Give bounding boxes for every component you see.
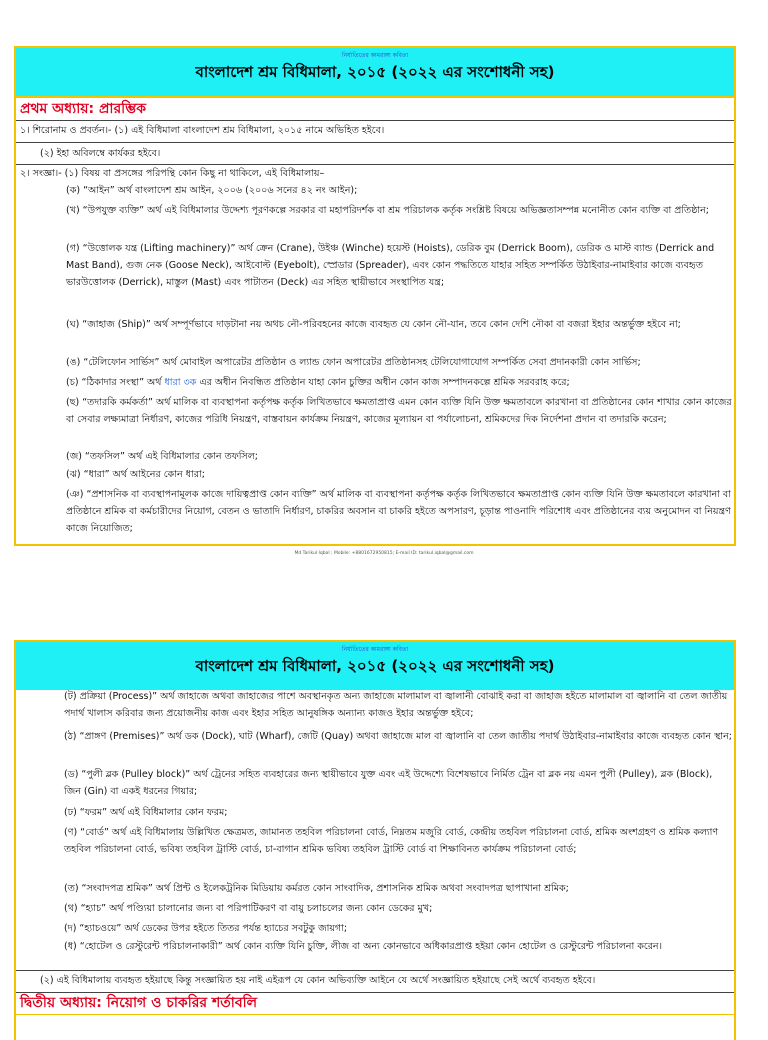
header-banner xyxy=(16,642,734,690)
definition-da: (ড) “পুলী ব্লক (Pulley block)” অর্থ ট্রেনের সহিত ব্যবহারের জন্য স্থায়ীভাবে যুক্ত এবং এই উদ্দেশ্যে বিশেষভাবে নির্মিত ট্রেন বা ব্লক নয় এমন পুলী (Pulley), ব্লক (Block), জিন (Gin) বা একই ধরনের গিয়ার; xyxy=(64,769,713,797)
divider xyxy=(16,96,734,98)
definition-dha2: (ধ) “হোটেল ও রেস্টুরেন্ট পরিচালনাকারী” অর্থ কোন ব্যক্তি যিনি চুক্তি, লীজ বা অন্য কোনভাবে অধিকারপ্রাপ্ত হইয়া কোন হোটেল ও রেস্টুরেন্ট পরিচালনা করেন। xyxy=(64,941,662,952)
row-divider xyxy=(16,120,734,121)
definition-ga: (গ) “উত্তোলক যন্ত্র (Lifting machinery)” অর্থ ক্রেন (Crane), উইঞ্চ (Winche) হয়েস্ট (Hoists), ডেরিক বুম (Derrick Boom), ডেরিক ও মাস্ট ব্যান্ড (Derrick and Mast Band), গুজ নেক (Goose Neck), আইবোল্ট (Eyebolt), স্প্রেডার (Spreader), এবং কোন পদ্ধতিতে যাহার সহিত সম্পর্কিত উঠাইবার-নামাইবার কাজে ব্যবহৃত ভারউত্তোলক (Derrick), মাস্তুল (Mast) এবং পাটাতন (Deck) এর সহিত স্থায়ীভাবে সংস্থাপিত যন্ত্র; xyxy=(66,243,715,288)
definition-ka: (ক) “আইন” অর্থ বাংলাদেশ শ্রম আইন, ২০০৬ (২০০৬ সনের ৪২ নং আইন); xyxy=(66,185,358,196)
page-footer: Md Tarikul Iqbal ; Mobile: +8801672950815; E-mail ID: tarikul.iqbal@gmail.com xyxy=(294,551,474,556)
section-2-2: (২) এই বিধিমালায় ব্যবহৃত হইয়াছে কিন্তু সংজ্ঞায়িত হয় নাই এইরূপ যে কোন অভিব্যক্তি আইনে যে অর্থে সংজ্ঞায়িত হইয়াছে সেই অর্থে ব্যবহৃত হইবে। xyxy=(40,975,596,986)
document-page-2 xyxy=(0,600,768,1024)
definition-tha: (ঠ) “প্রাঙ্গণ (Premises)” অর্থ ডক (Dock), ঘাট (Wharf), জেটি (Quay) অথবা জাহাজে মাল বা জ্বালানি বা তেল জাতীয় পদার্থ উঠাইবার-নামাইবার কাজে ব্যবহৃত কোন স্থান; xyxy=(64,731,732,742)
section-link[interactable]: ধারা ৩ক xyxy=(164,377,197,388)
row-divider xyxy=(16,1014,734,1015)
definition-cha-suffix: এর অধীন নিবন্ধিত প্রতিষ্ঠান যাহা কোন চুক্তির অধীন কোন কাজ সম্পাদনকল্পে শ্রমিক সরবরাহ করে; xyxy=(196,377,570,388)
banner-tag: নির্যাতিতের কামরাঙ্গা কবিতা xyxy=(341,646,409,653)
header-banner xyxy=(16,48,734,96)
definition-dha: (ঢ) “ফরম” অর্থ এই বিধিমালার কোন ফরম; xyxy=(64,807,228,818)
definition-na: (ণ) “বোর্ড” অর্থ এই বিধিমালায় উল্লিখিত ক্ষেত্রমত, জামানত তহবিল পরিচালনা বোর্ড, নিম্নতম মজুরি বোর্ড, কেন্দ্রীয় তহবিল পরিচালনা বোর্ড, শ্রমিক অংশগ্রহণ ও শ্রমিক কল্যাণ তহবিল পরিচালনা বোর্ড, ভবিষ্য তহবিল ট্রাস্টি বোর্ড, চা-বাগান শ্রমিক ভবিষ্য তহবিল ট্রাস্টি বোর্ড বা শিক্ষাবিনত কার্যক্রম পরিচালনা বোর্ড; xyxy=(64,827,719,855)
document-title: বাংলাদেশ শ্রম বিধিমালা, ২০১৫ (২০২২ এর সংশোধনী সহ) xyxy=(195,657,555,675)
definition-ja: (জ) “তফসিল” অর্থ এই বিধিমালার কোন তফসিল; xyxy=(66,451,258,462)
section-1-2: (২) ইহা অবিলম্বে কার্যকর হইবে। xyxy=(40,148,161,159)
definition-nya: (ঞ) “প্রশাসনিক বা ব্যবস্থাপনামূলক কাজে দায়িত্বপ্রাপ্ত কোন ব্যক্তি” অর্থ মালিক বা ব্যবস্থাপনা কর্তৃপক্ষ কর্তৃক লিখিতভাবে ক্ষমতাপ্রাপ্ত কোন ব্যক্তি যিনি উক্ত ক্ষমতাবলে কারখানা বা প্রতিষ্ঠানে শ্রমিক বা কর্মচারীদের নিয়োগ, বেতন ও ভাতাদি নির্ধারণ, চাকরির অবসান বা চাকরি হইতে অপসারণ, চূড়ান্ত পাওনাদি পরিশোধ এবং প্রতিষ্ঠানের ব্যয় অনুমোদন বা নিয়ন্ত্রণ কাজে নিয়োজিত; xyxy=(66,489,731,534)
definition-cha-prefix: (চ) “ঠিকাদার সংস্থা” অর্থ xyxy=(66,377,165,388)
definition-ta: (ট) প্রক্রিয়া (Process)” অর্থ জাহাজে অথবা জাহাজের পাশে অবস্থানকৃত অন্য জাহাজে মালামাল বা জ্বালানী বোঝাই করা বা জাহাজ হইতে মালামাল বা জ্বালানি বা তেল জাতীয় পদার্থ খালাস করিবার জন্য প্রয়োজনীয় কাজ এবং ইহার সহিত আনুষঙ্গিক অন্যান্য কাজও ইহার অন্তর্ভুক্ত হইবে; xyxy=(64,691,728,719)
definition-tha2: (থ) “হ্যাচ” অর্থ পণ্ড্যিয়া চালানোর জন্য বা পরিপাটিকরণ বা বায়ু চলাচলের জন্য কোন ডেকের মুখ; xyxy=(64,903,433,914)
definition-gha: (ঘ) “জাহাজ (Ship)” অর্থ সম্পূর্ণভাবে দাড়টানা নয় অথচ নৌ-পরিবহনের কাজে ব্যবহৃত যে কোন নৌ-যান, তবে কোন দেশি নৌকা বা বজরা ইহার অন্তর্ভুক্ত হইবে না; xyxy=(66,319,681,330)
definition-jha: (ঝ) “ধারা” অর্থ আইনের কোন ধারা; xyxy=(66,469,205,480)
row-divider xyxy=(16,970,734,971)
row-divider xyxy=(16,992,734,993)
definition-chha: (ছ) “তদারকি কর্মকর্তা” অর্থ মালিক বা ব্যবস্থাপনা কর্তৃপক্ষ কর্তৃক লিখিতভাবে ক্ষমতাপ্রাপ্ত এমন কোন ব্যক্তি যিনি উক্ত ক্ষমতাবলে কারখানা বা প্রতিষ্ঠানের কোন শাখার কোন কাজের বা সেবার লক্ষ্যমাত্রা নির্ধারণ, কাজের পরিধি নিয়ন্ত্রণ, বাস্তবায়ন কার্যক্রম নিয়ন্ত্রণ, কাজের মূল্যায়ন বা পর্যালোচনা, শ্রমিকদের দিক নির্দেশনা প্রদান বা তদারকি করেন; xyxy=(66,397,732,425)
chapter-heading: দ্বিতীয় অধ্যায়: নিয়োগ ও চাকরির শর্তাবলি xyxy=(20,995,258,1011)
section-1: ১। শিরোনাম ও প্রবর্তন।- (১) এই বিধিমালা বাংলাদেশ শ্রম বিধিমালা, ২০১৫ নামে অভিহিত হইবে। xyxy=(20,125,385,136)
definition-ta2: (ত) “সংবাদপত্র শ্রমিক” অর্থ প্রিন্ট ও ইলেকট্রনিক মিডিয়ায় কর্মরত কোন সাংবাদিক, প্রশাসনিক শ্রমিক অথবা সংবাদপত্র ছাপাখানা শ্রমিক; xyxy=(64,883,569,894)
row-divider xyxy=(16,142,734,143)
definition-da2: (দ) “হ্যাচওয়ে” অর্থ ডেকের উপর হইতে তিতর পর্যন্ত হ্যাচের সবটুকু জায়গা; xyxy=(64,923,348,934)
definition-kha: (খ) “উপযুক্ত ব্যক্তি” অর্থ এই বিধিমালার উদ্দেশ্য পূরণকল্পে সরকার বা মহাপরিদর্শক বা শ্রম পরিচালক কর্তৃক সংশ্লিষ্ট বিষয়ে অভিজ্ঞতাসম্পন্ন মনোনীত কোন ব্যক্তি বা প্রতিষ্ঠান; xyxy=(66,205,710,216)
definition-cha xyxy=(66,374,732,391)
banner-tag: নির্যাতিতের কামরাঙ্গা কবিতা xyxy=(341,52,409,59)
document-title: বাংলাদেশ শ্রম বিধিমালা, ২০১৫ (২০২২ এর সংশোধনী সহ) xyxy=(195,63,555,81)
section-2: ২। সংজ্ঞা।- (১) বিষয় বা প্রসঙ্গের পরিপন্থি কোন কিছু না থাকিলে, এই বিধিমালায়– xyxy=(20,168,325,179)
chapter-heading: প্রথম অধ্যায়: প্রারম্ভিক xyxy=(20,101,147,117)
definition-nga: (ঙ) “টেলিফোন সার্ভিস” অর্থ মোবাইল অপারেটর প্রতিষ্ঠান ও ল্যান্ড ফোন অপারেটর প্রতিষ্ঠানসহ টেলিযোগাযোগ সম্পর্কিত সেবা প্রদানকারী কোন সার্ভিস; xyxy=(66,357,641,368)
